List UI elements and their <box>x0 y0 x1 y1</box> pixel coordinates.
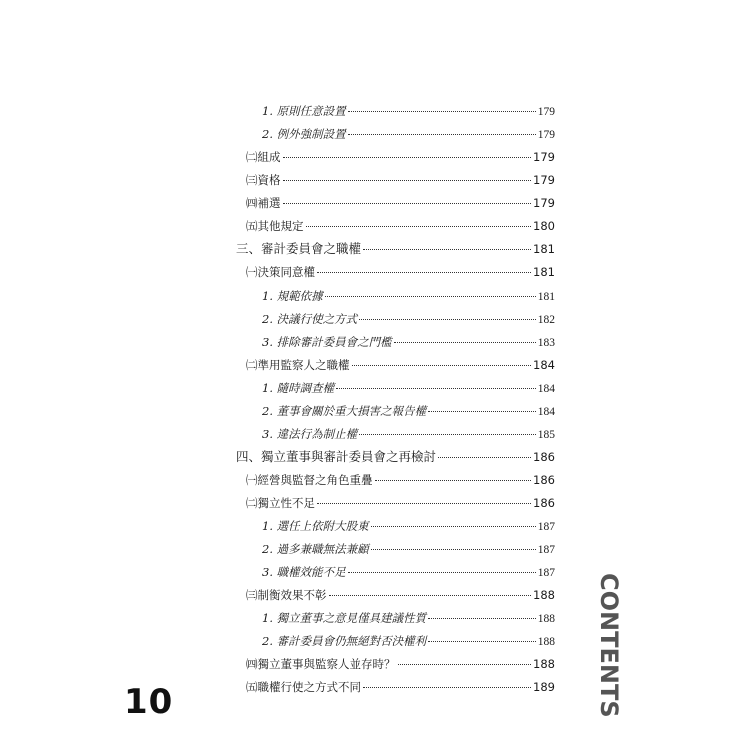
toc-entry-title: 1. 選任上依附大股東 <box>262 519 369 533</box>
toc-entry <box>262 516 555 536</box>
toc-entry <box>246 654 555 674</box>
running-head <box>593 573 623 718</box>
toc-entry-title: 3. 排除審計委員會之門檻 <box>262 335 392 349</box>
toc-entry-title: ㈠決策同意權 <box>246 265 315 279</box>
toc-entry-title: 1. 規範依據 <box>262 289 323 303</box>
toc-entry-title: 3. 違法行為制止權 <box>262 427 358 441</box>
dot-leader <box>306 226 532 227</box>
toc-entry <box>262 608 555 628</box>
toc-entry-title: ㈠經營與監督之角色重疊 <box>246 473 373 487</box>
toc-entry <box>262 539 555 559</box>
toc-entry-page: 182 <box>537 314 555 326</box>
toc-entry-title: ㈡組成 <box>246 150 281 164</box>
toc-entry <box>236 447 555 467</box>
toc-entry-title: ㈢制衡效果不彰 <box>246 588 327 602</box>
toc-entry-page: 181 <box>537 291 555 303</box>
toc-entry-page: 188 <box>533 657 555 671</box>
toc-entry-title: ㈡準用監察人之職權 <box>246 358 350 372</box>
toc-entry-title: ㈡獨立性不足 <box>246 496 315 510</box>
dot-leader <box>359 319 536 320</box>
toc-entry-title: 三、審計委員會之職權 <box>236 241 362 256</box>
dot-leader <box>398 664 532 665</box>
toc-entry-title: 1. 獨立董事之意見僅具建議性質 <box>262 611 427 625</box>
toc-entry <box>262 378 555 398</box>
toc-entry-page: 187 <box>537 567 555 579</box>
toc-entry-page: 180 <box>533 219 555 233</box>
toc-entry-page: 179 <box>533 173 555 187</box>
toc-entry <box>262 309 555 329</box>
toc-entry <box>246 355 555 375</box>
dot-leader <box>283 203 532 204</box>
toc-entry-page: 186 <box>533 496 555 510</box>
dot-leader <box>317 503 531 504</box>
toc-entry <box>246 147 555 167</box>
dot-leader <box>283 157 532 158</box>
toc-entry <box>262 401 555 421</box>
dot-leader <box>438 457 531 458</box>
toc-entry-page: 186 <box>533 450 555 464</box>
toc-entry-title: ㈣獨立董事與監察人並存時？ <box>246 657 396 671</box>
dot-leader <box>359 434 536 435</box>
toc-entry <box>262 332 555 352</box>
toc-entry <box>262 286 555 306</box>
dot-leader <box>317 272 531 273</box>
toc-entry <box>246 193 555 213</box>
toc-entry-page: 185 <box>537 429 555 441</box>
toc-entry <box>246 170 555 190</box>
toc-entry-page: 179 <box>533 150 555 164</box>
dot-leader <box>428 618 536 619</box>
dot-leader <box>394 342 536 343</box>
toc-entry <box>262 424 555 444</box>
toc-entry <box>246 585 555 605</box>
dot-leader <box>363 249 531 250</box>
toc-entry <box>246 262 555 282</box>
toc-entry-page: 188 <box>533 588 555 602</box>
dot-leader <box>352 365 532 366</box>
dot-leader <box>428 411 536 412</box>
toc-entry-page: 181 <box>533 265 555 279</box>
dot-leader <box>428 641 536 642</box>
dot-leader <box>371 526 536 527</box>
toc-entry-page: 188 <box>537 636 555 648</box>
toc-entry-page: 184 <box>537 383 555 395</box>
toc-entry-page: 189 <box>533 680 555 694</box>
toc-entry-title: ㈤其他規定 <box>246 219 304 233</box>
toc-entry-title: 3. 職權效能不足 <box>262 565 346 579</box>
dot-leader <box>329 595 532 596</box>
toc-entry <box>262 562 555 582</box>
toc-entry-title: ㈢資格 <box>246 173 281 187</box>
dot-leader <box>375 480 532 481</box>
toc-entry <box>262 101 555 121</box>
toc-entry-page: 183 <box>537 337 555 349</box>
toc-entry <box>262 631 555 651</box>
toc-entry <box>246 216 555 236</box>
dot-leader <box>283 180 532 181</box>
toc-entry <box>236 239 555 259</box>
toc-entry-title: ㈤職權行使之方式不同 <box>246 680 361 694</box>
toc-entry-title: 1. 隨時調查權 <box>262 381 335 395</box>
toc-entry-page: 181 <box>533 242 555 256</box>
toc-entry-title: 2. 董事會關於重大損害之報告權 <box>262 404 427 418</box>
toc-entry <box>246 493 555 513</box>
toc-entry-title: ㈣補選 <box>246 196 281 210</box>
toc-entry-page: 184 <box>533 358 555 372</box>
dot-leader <box>371 549 536 550</box>
toc-entry-title: 四、獨立董事與審計委員會之再檢討 <box>236 449 437 464</box>
toc-entry <box>246 677 555 697</box>
toc-entry-title: 2. 審計委員會仍無絕對否決權利 <box>262 634 427 648</box>
toc-entry-title: 2. 過多兼職無法兼顧 <box>262 542 369 556</box>
page-number: 10 <box>124 682 174 722</box>
toc-entry-page: 188 <box>537 613 555 625</box>
toc-entry-page: 186 <box>533 473 555 487</box>
toc-entry-page: 179 <box>537 129 555 141</box>
toc-entry-title: 1. 原則任意設置 <box>262 104 346 118</box>
running-head-text: CONTENTS <box>595 573 623 718</box>
toc-entry <box>246 470 555 490</box>
dot-leader <box>336 388 536 389</box>
toc-entry-title: 2. 決議行使之方式 <box>262 312 358 326</box>
toc-entry <box>262 124 555 144</box>
toc-entry-page: 184 <box>537 406 555 418</box>
dot-leader <box>348 111 536 112</box>
dot-leader <box>363 687 531 688</box>
toc-entry-title: 2. 例外強制設置 <box>262 127 346 141</box>
toc-entry-page: 179 <box>537 106 555 118</box>
dot-leader <box>348 134 536 135</box>
toc-entry-page: 179 <box>533 196 555 210</box>
toc-entry-page: 187 <box>537 521 555 533</box>
dot-leader <box>348 572 536 573</box>
toc-entry-page: 187 <box>537 544 555 556</box>
dot-leader <box>325 296 536 297</box>
